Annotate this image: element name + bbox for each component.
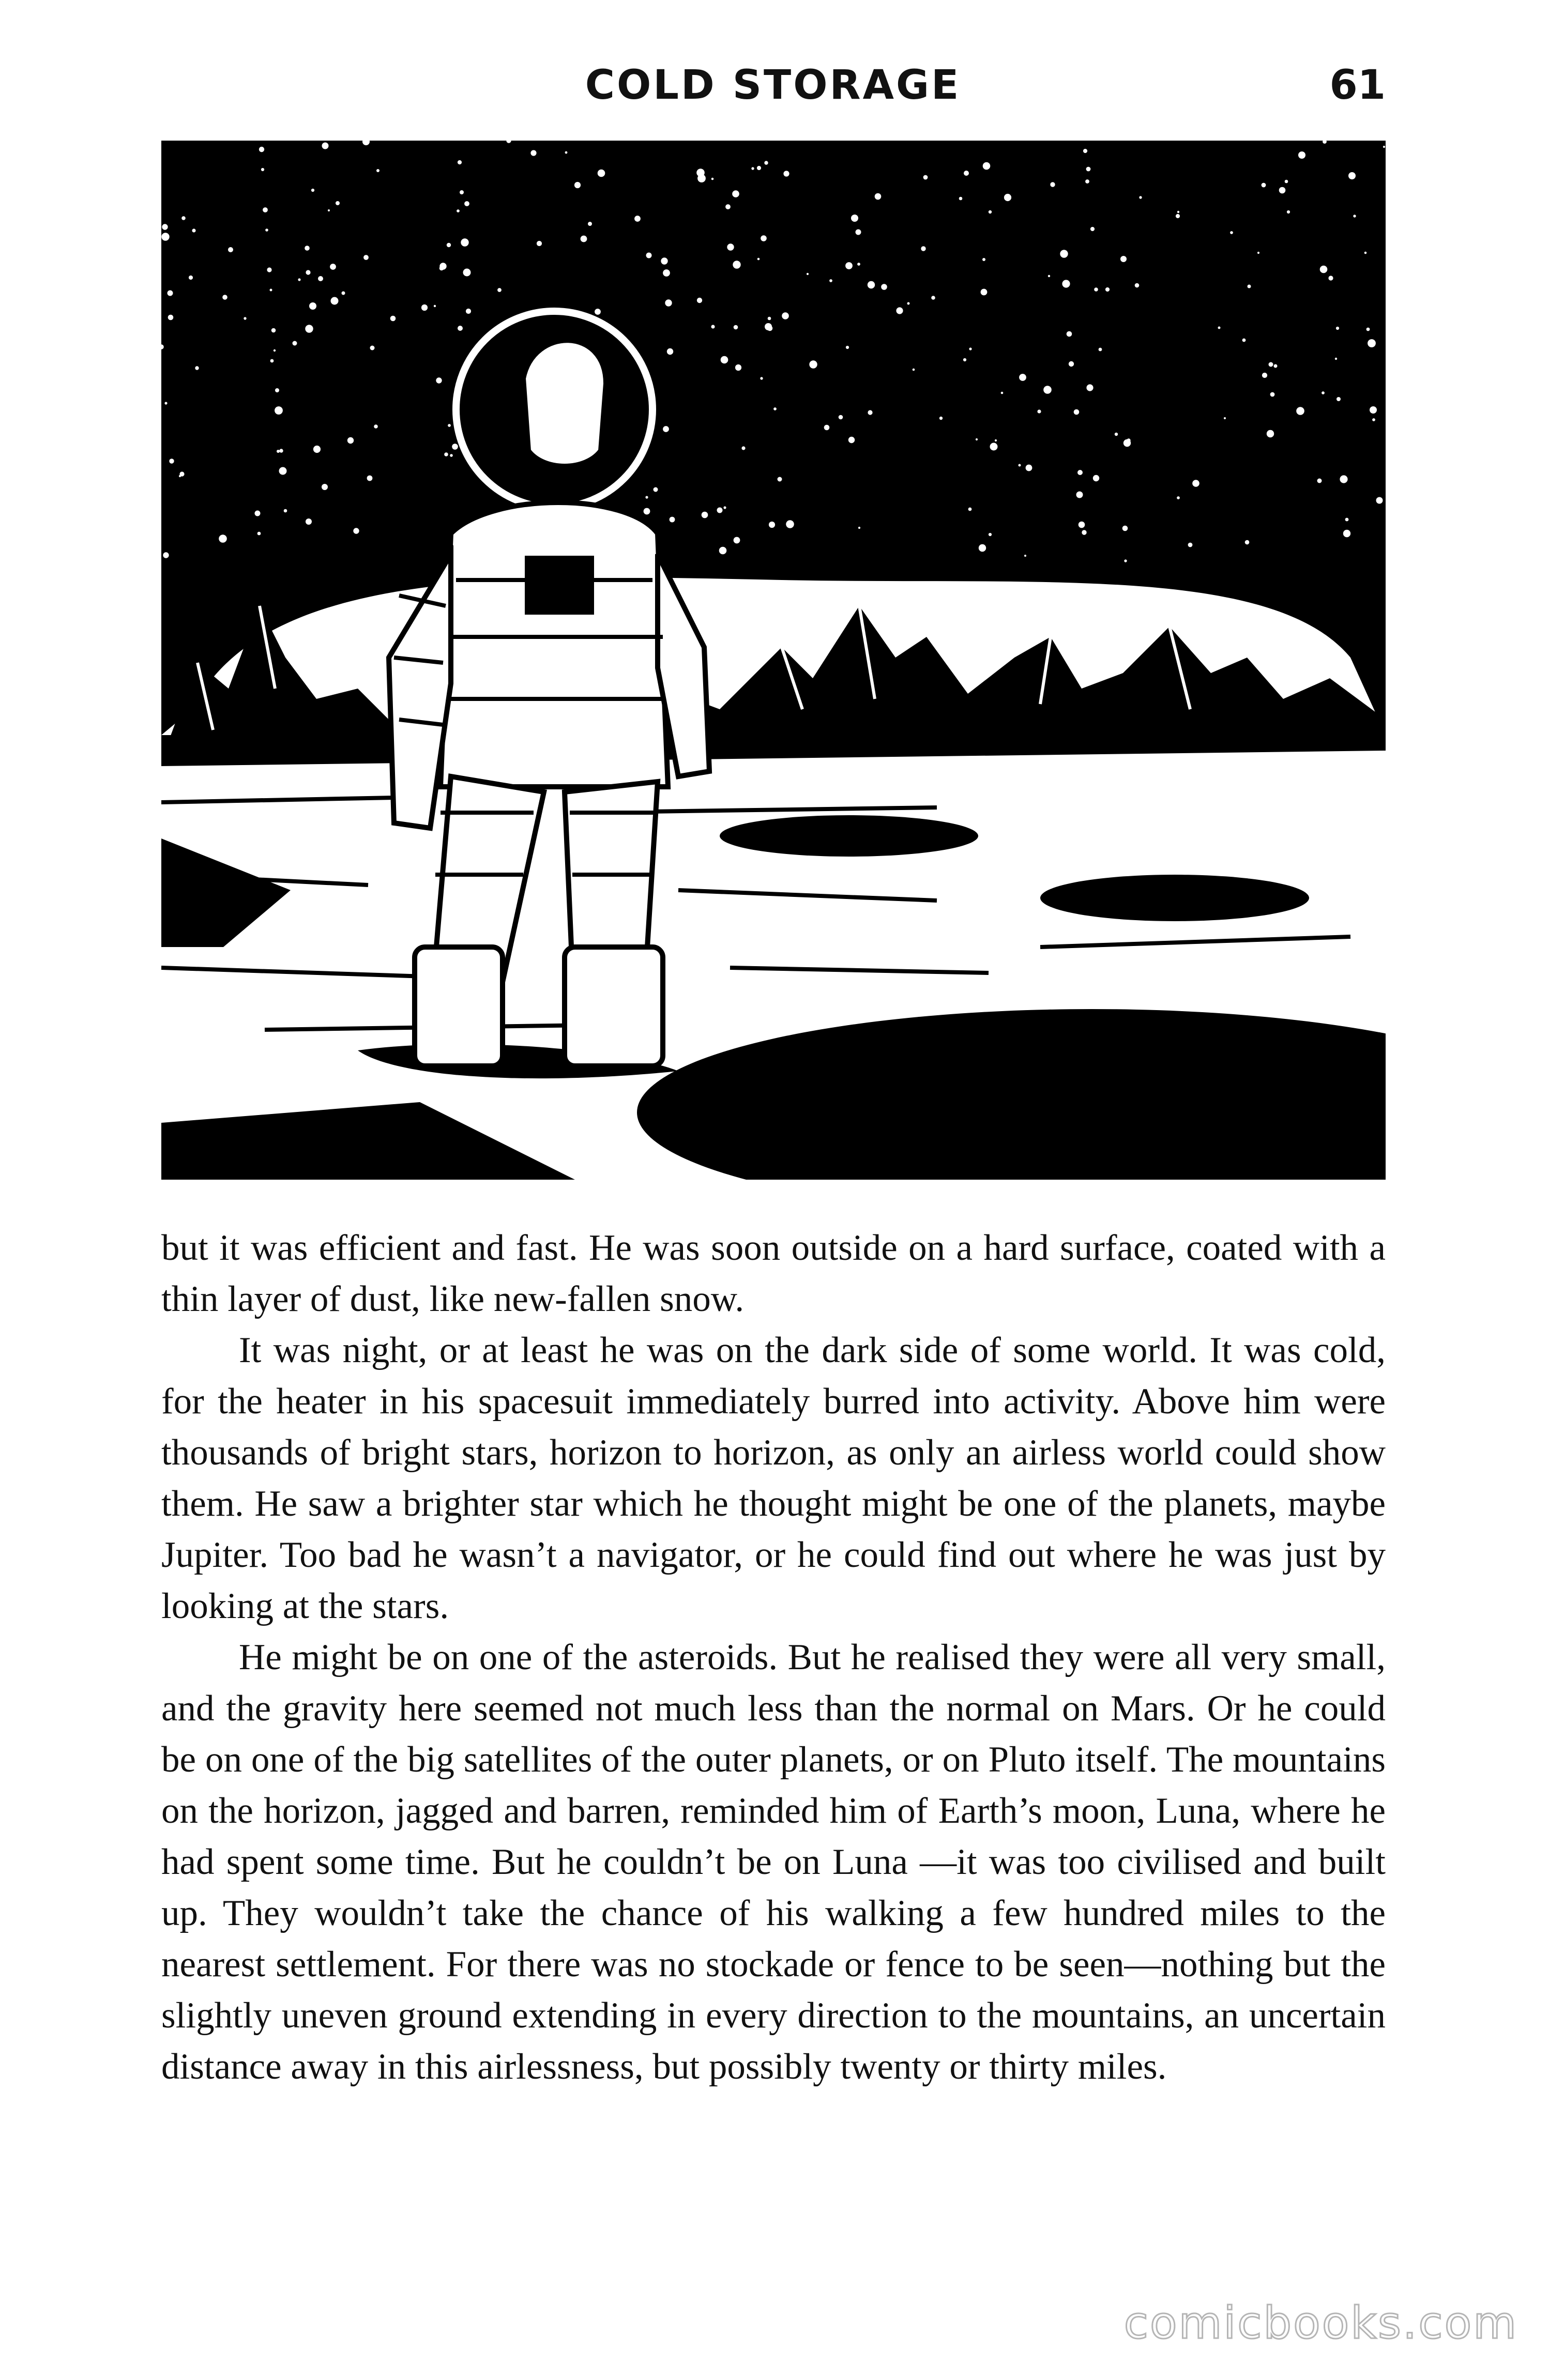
paragraph-2: It was night, or at least he was on the dark side of some world. It was cold, for the heater in his spacesuit immediately burred into activity. Above him were thousands of bright stars, horizon to horizon, as only an airless world could show them. He saw a brighter star which he thought might be one of the planets, maybe Jupiter. Too bad he wasn’t a navigator, or he could find out where he was just by looking at the stars. bbox=[161, 1330, 1386, 1626]
watermark: comicbooks.com bbox=[1123, 2297, 1518, 2349]
paragraph-1: but it was efficient and fast. He was soon outside on a hard surface, coated with a thin layer of dust, like new-fallen snow. bbox=[161, 1228, 1386, 1319]
page-number: 61 bbox=[1329, 62, 1386, 109]
illustration-drawing bbox=[161, 141, 1386, 1180]
running-title: COLD STORAGE bbox=[585, 62, 961, 109]
body-text bbox=[161, 1223, 1386, 2093]
crater-mid bbox=[1040, 875, 1309, 921]
crater-far bbox=[720, 815, 978, 857]
paragraph-3: He might be on one of the asteroids. But he realised they were all very small, and the gravity here seemed not much less than the normal on Mars. Or he could be on one of the big satellites of the outer planets, or on Pluto itself. The mountains on the horizon, jagged and barren, reminded him of Earth’s moon, Luna, where he had spent some time. But he couldn’t be on Luna —it was too civilised and built up. They wouldn’t take the chance of his walking a few hundred miles to the nearest settlement. For there was no stockade or fence to be seen—nothing but the slightly uneven ground extending in every direction to the mountains, an uncertain distance away in this airlessness, but possibly twenty or thirty miles. bbox=[161, 1637, 1386, 2087]
page-header bbox=[160, 57, 1386, 124]
illustration-astronaut bbox=[161, 141, 1386, 1180]
